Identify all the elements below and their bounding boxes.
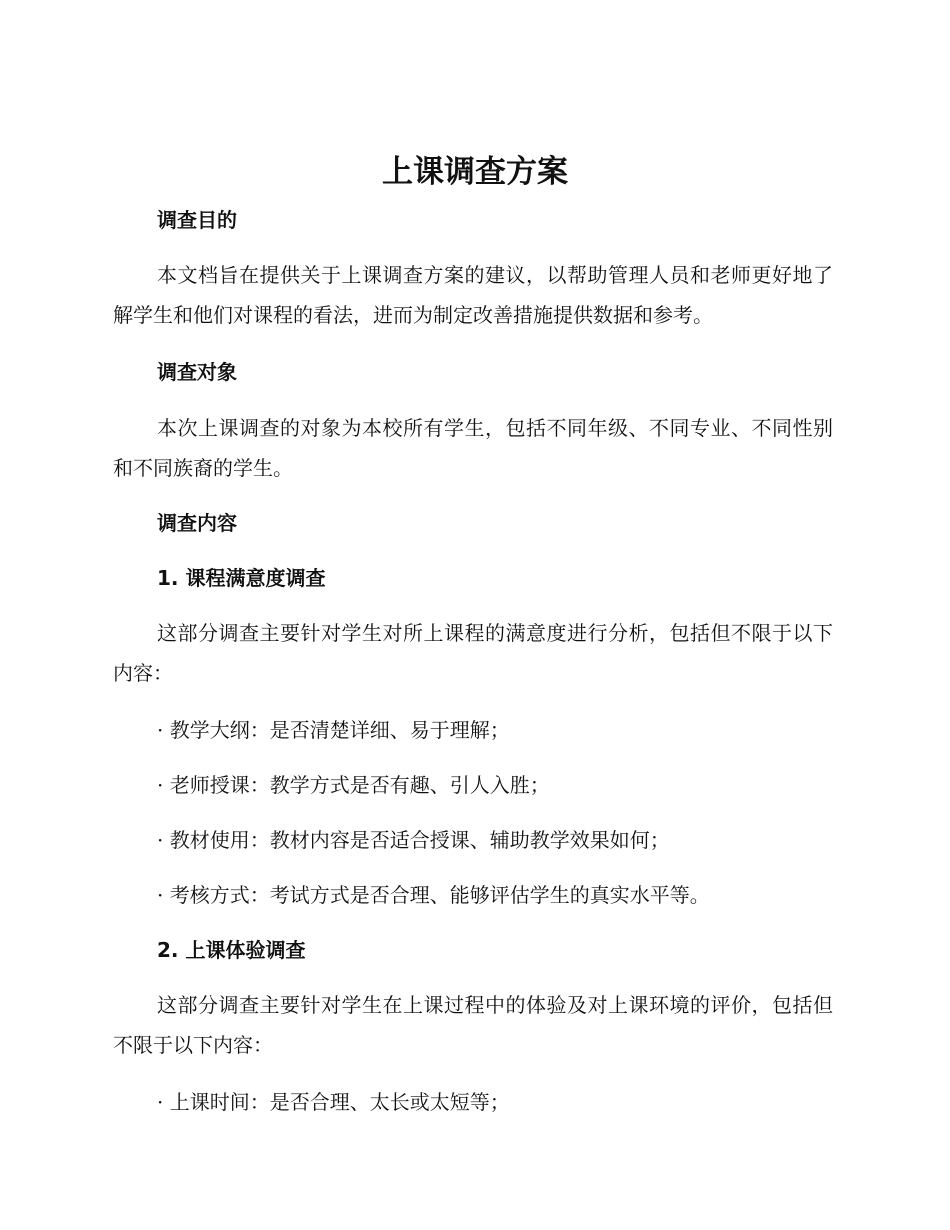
list-item: · 教材使用：教材内容是否适合授课、辅助教学效果如何； (157, 828, 670, 852)
list-item: · 老师授课：教学方式是否有趣、引人入胜； (157, 773, 550, 797)
list-item: · 考核方式：考试方式是否合理、能够评估学生的真实水平等。 (157, 883, 710, 907)
paragraph-course-satisfaction: 这部分调查主要针对学生对所上课程的满意度进行分析，包括但不限于以下内容： (113, 621, 833, 685)
heading-class-experience: 2. 上课体验调查 (157, 938, 306, 962)
paragraph-class-experience: 这部分调查主要针对学生在上课过程中的体验及对上课环境的评价，包括但不限于以下内容： (113, 993, 833, 1057)
paragraph-subjects: 本次上课调查的对象为本校所有学生，包括不同年级、不同专业、不同性别和不同族裔的学生。 (113, 416, 833, 480)
heading-course-satisfaction: 1. 课程满意度调查 (157, 566, 326, 590)
document-title: 上课调查方案 (382, 154, 568, 190)
paragraph-purpose: 本文档旨在提供关于上课调查方案的建议，以帮助管理人员和老师更好地了解学生和他们对课程的看法，进而为制定改善措施提供数据和参考。 (113, 263, 833, 327)
heading-subjects: 调查对象 (157, 360, 237, 384)
list-item: · 教学大纲：是否清楚详细、易于理解； (157, 718, 510, 742)
heading-purpose: 调查目的 (157, 208, 237, 232)
heading-content: 调查内容 (157, 511, 237, 535)
list-item: · 上课时间：是否合理、太长或太短等； (157, 1090, 510, 1114)
